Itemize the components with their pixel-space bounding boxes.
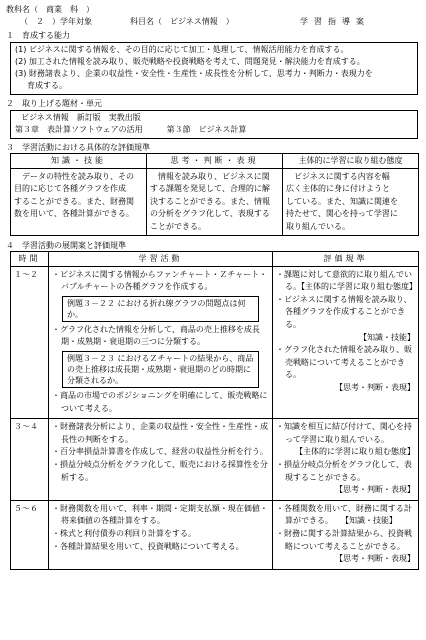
ability-item-continued: 育成する。 [27,81,67,90]
bullet-item: ・課題に対して意欲的に取り組んでいる。【主体的に学習に取り組む態度】 [276,269,417,292]
header-thinking: 思考・判断・表現 [147,154,283,169]
table-header-row [11,154,419,169]
table-header-row [11,252,419,267]
criteria-line: 数を用いて、各種計算ができる。 [14,209,134,219]
abilities-box [10,42,418,95]
lesson-plan-table [10,251,419,570]
time-cell: ３～４ [11,419,49,501]
example-question-box: 例題３－２３ におけるＺチャートの結果から、商品の売上推移は成長期・成熟期・衰退期のどの時期に分類されるか。 [62,351,259,388]
lesson-plan-document [6,4,420,570]
evaluation-tag: 【主体的に学習に取り組む態度】 [295,447,415,457]
section3-title: ３ 学習活動における具体的な評価規準 [6,143,150,152]
time-cell: １～２ [11,266,49,419]
criteria-line: 持たせて、関心を持って学習に [286,209,398,219]
criteria-line: 決することができる。また、情報 [150,196,270,206]
bullet-item: ・各種計算結果を用いて、投資戦略について考える。 [52,541,244,551]
bullet-item: ・百分率損益計算書を作成して、経営の収益性分析を行う。 [52,447,268,457]
section2-title: ２ 取り上げる題材・単元 [6,99,102,108]
bullet-item: ・株式と利付債券の利回り計算をする。 [52,529,196,538]
criteria-knowledge [11,168,147,236]
activity-cell [49,419,273,501]
evaluation-tag: 【知識・技能】 [359,332,415,342]
evaluation-tag: 【思考・判断・表現】 [335,554,415,564]
criteria-thinking [147,168,283,236]
header-activity: 学習活動 [49,252,273,267]
bullet-item: ・ビジネスに関する情報からファンチャート・Ｚチャート・バブルチャートの各種グラフを作成する。 [52,269,268,292]
table-row [11,500,419,569]
evaluation-cell [273,419,419,501]
bullet-item: ・グラフ化された情報を読み取り、販売戦略について考えることができる。 [276,345,412,380]
criteria-line: している。また、知識に関連を [286,196,398,206]
bullet-item: ・グラフ化された情報を分析して、商品の売上推移を成長期・成熟期・衰退期の三つに分類する。 [52,324,260,347]
criteria-line: データの特性を読み取り、その [14,171,134,181]
bullet-item: ・損益分岐点分析をグラフ化して、表現することができる。 [276,460,412,482]
criteria-line: 目的に応じて各種グラフを作成 [14,184,126,194]
criteria-line: する課題を発見して、合理的に解 [150,184,270,194]
evaluation-criteria-table [10,153,419,236]
bullet-item: ・各種関数を用いて、財務に関する計算ができる。 【知識・技能】 [276,503,412,526]
header-row [6,16,420,29]
ability-item: (2) 加工された情報を読み取り、販売戦略や投資戦略を考えて、問題発見・解決能力を育成する。 [15,57,365,66]
ability-item: (3) 財務諸表より、企業の収益性・安全性・生産性・成長性を分析して、思考力・判断力・表現力を [15,69,373,78]
header-knowledge: 知識・技能 [11,154,147,169]
bullet-item: ・財務に関する計算結果から、投資戦略について考えることができる。 [276,529,412,551]
bullet-item: ・損益分岐点分析をグラフ化して、販売における採算性を分析する。 [52,460,268,482]
grade-label: （ ２ ）学年対象 [20,17,92,26]
criteria-line: 情報を読み取り、ビジネスに関 [150,171,270,181]
activity-cell [49,266,273,419]
bullet-item: ・商品の市場でのポジショニングを明確にして、販売戦略について考える。 [52,391,268,413]
activity-cell [49,500,273,569]
header-attitude: 主体的に学習に取り組む態度 [283,154,419,169]
evaluation-tag: 【思考・判断・表現】 [335,383,415,393]
criteria-line: の分析をグラフ化して、表現する [150,209,270,219]
criteria-line: 取り組んでいる。 [286,221,350,231]
course-label: 科目名（ ビジネス情報 ） [130,17,234,26]
bullet-item: ・財務諸表分析により、企業の収益性・安全性・生産性・成長性の判断をする。 [52,422,268,444]
evaluation-cell [273,266,419,419]
subject-line: 教科名（ 商業 科 ） [6,5,94,14]
bullet-item: ・ビジネスに関する情報を読み取り、各種グラフを作成することができる。 [276,294,412,330]
criteria-line: ことができる。 [150,221,206,231]
criteria-attitude [283,168,419,236]
criteria-line: ビジネスに関する内容を幅 [286,171,390,181]
header-evaluation: 評価規準 [273,252,419,267]
example-question-box: 例題３－２２ における折れ線グラフの問題点は何か。 [62,296,259,322]
table-row [11,168,419,236]
ability-item: (1) ビジネスに関する情報を、その目的に応じて加工・処理して、情報活用能力を育成する。 [15,45,349,54]
table-row [11,266,419,419]
evaluation-tag: 【思考・判断・表現】 [335,485,415,495]
document-title: 学習指導案 [300,17,370,26]
criteria-line: することができる。また、財務関 [14,196,134,206]
time-cell: ５～６ [11,500,49,569]
bullet-item: ・知識を相互に結び付けて、関心を持って学習に取り組んでいる。 [276,422,412,444]
unit-line: 第３章 表計算ソフトウェアの活用 第３節 ビジネス計算 [15,125,247,134]
bullet-item: ・財務関数を用いて、利率・期間・定期支払額・現在価値・将来価値の各種計算をする。 [52,503,268,526]
textbook-line: ビジネス情報 新訂版 実教出版 [21,113,141,122]
material-box [10,110,418,139]
table-row [11,419,419,501]
header-time: 時間 [11,252,49,267]
section4-title: ４ 学習活動の展開案と評価規準 [6,241,126,251]
evaluation-cell [273,500,419,569]
criteria-line: 広く主体的に身に付けようと [286,184,390,194]
section1-title: １ 育成する能力 [6,31,70,40]
